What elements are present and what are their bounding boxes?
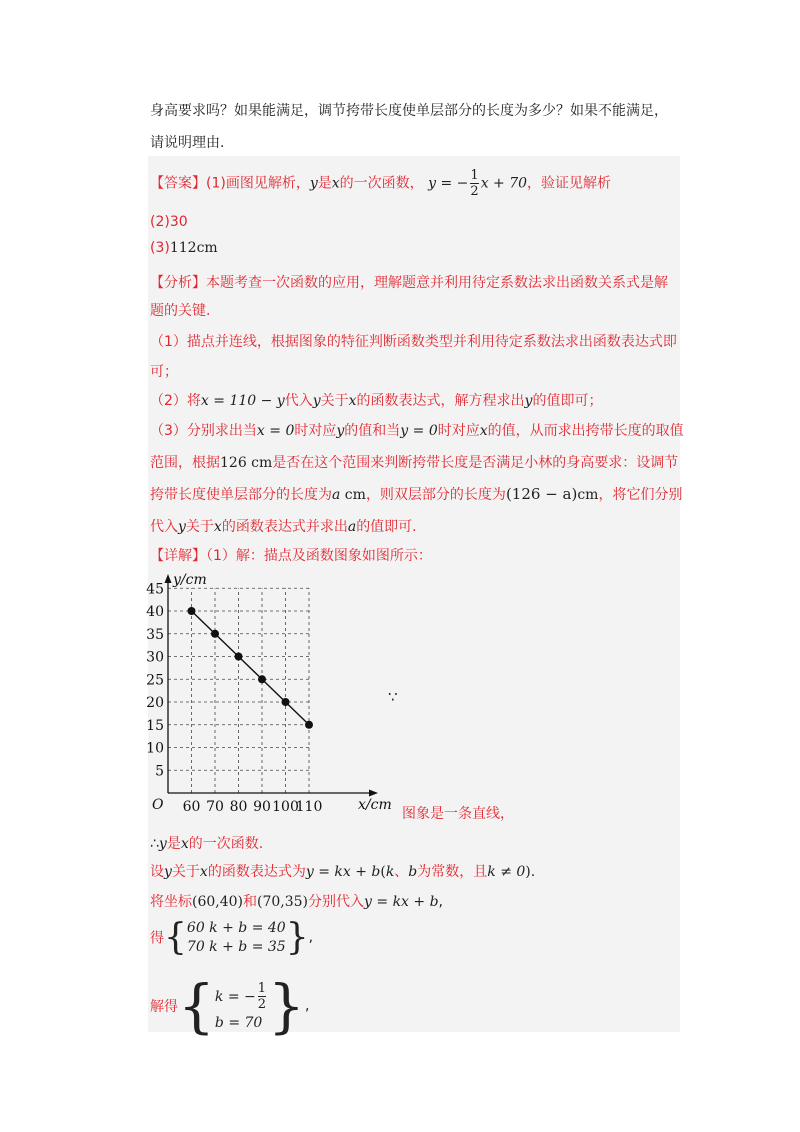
therefore-symbol: ∴ [150,836,159,852]
y-tick-label: 10 [146,740,164,757]
text: 范围，根据 [150,455,220,471]
x-tick-label: 100 [272,799,299,815]
left-brace: { [178,972,215,1040]
condition: k ≠ 0 [487,864,526,880]
x-tick-label: 80 [229,799,248,815]
fraction [258,981,266,1012]
equation: y = 0 [400,423,438,439]
var-y: y [164,864,172,880]
text: 时对应 [437,423,480,439]
data-point [282,698,290,706]
point-2: (70,35) [257,894,309,910]
analysis-line-1 [150,272,668,292]
frac-denominator: 2 [470,184,479,199]
var-x: x [348,393,357,409]
x-axis-label: x/cm [358,797,392,813]
value: 126 cm [220,455,273,471]
solution-system [215,980,268,1033]
data-point [305,721,313,729]
equation: y = kx + b [305,864,381,880]
analysis-line-3: （1）描点并连线，根据图象的特征判断函数类型并利用待定系数法求出函数表达式即 [150,334,677,350]
var-a: a [347,519,357,535]
text: 关于 [185,519,214,535]
analysis-line-7 [150,452,678,472]
text: 是 [317,175,332,192]
point-1: (60,40) [192,894,244,910]
text: （2）将 [150,393,201,409]
detail-system-1 [150,917,313,958]
graph-caption: 图象是一条直线， [402,806,514,822]
answer-part3-value: 112cm [169,240,218,256]
detail-substitute [150,891,443,911]
because-symbol: ∵ [388,688,398,706]
text: ，将它们分别 [598,487,683,503]
y-tick-label: 40 [146,604,164,620]
intro-line-1: 身高要求吗？如果能满足，调节挎带长度使单层部分的长度为多少？如果不能满足， [150,103,668,119]
text: 分别代入 [308,894,365,910]
unit: cm [577,487,599,503]
text: （1）解：描点及函数图象如图所示： [206,548,432,564]
text: 挎带长度使单层部分的长度为 [150,487,332,503]
data-point [188,607,196,615]
left-brace: { [164,917,187,958]
text: 的值即可. [356,519,417,535]
equation: x = 0 [256,423,295,439]
text: 本题考查一次函数的应用，理解题意并利用待定系数法求出函数关系式是解 [206,275,668,291]
frac-denominator: 2 [257,997,267,1012]
text: 的函数表达式为 [207,864,306,880]
analysis-line-9 [150,516,417,536]
y-tick-label: 15 [146,717,164,734]
equation: y = kx + b [364,894,439,910]
right-brace: } [285,917,309,958]
expression: (126 − a) [505,485,578,503]
y-axis-label: y/cm [173,572,207,588]
var-y: y [178,519,186,535]
var-x: x [180,836,189,852]
equation: x = 110 − y [200,393,285,409]
detail-line-1 [150,545,432,565]
fraction [470,168,478,199]
frac-numerator: 1 [470,168,479,183]
text: 和 [243,894,258,910]
analysis-line-6 [150,420,684,440]
var-x: x [213,519,222,535]
text: 、 [394,864,409,880]
var-a: a [332,487,341,503]
y-tick-label: 25 [146,672,164,689]
text: 的一次函数. [188,836,264,852]
punct: , [308,929,314,946]
analysis-line-8 [150,484,682,504]
var-x: x [199,864,208,880]
punct: , [304,998,310,1014]
var-k: k [385,864,395,880]
y-tick-label: 30 [146,649,164,666]
series-line [192,611,310,725]
text: 的值即可； [532,393,603,409]
text: 解得 [150,999,178,1015]
text: 将坐标 [150,894,192,910]
text: ，则双层部分的长度为 [365,487,506,503]
var-x: x [479,423,488,439]
analysis-line-4: 可； [150,364,178,380]
x-tick-label: 60 [182,799,201,815]
answer-line-1 [150,168,611,199]
right-brace: } [268,972,305,1040]
text: 的值和当 [344,423,401,439]
paren: ). [525,864,536,880]
equation-left: y = − [428,175,469,192]
text: 为常数，且 [417,864,488,880]
text: 代入 [284,393,313,409]
y-tick-label: 35 [146,626,164,643]
answer-label: 【答案】 [150,175,206,192]
var-y: y [158,836,167,852]
y-tick-label: 20 [146,695,164,711]
answer-line-3 [150,240,218,256]
intro-line-2: 请说明理由. [150,135,225,151]
var-y: y [336,423,345,439]
detail-label: 【详解】 [150,548,206,564]
analysis-label: 【分析】 [150,275,206,291]
data-point [235,653,243,661]
detail-therefore [150,833,263,853]
text: 是 [166,836,181,852]
x-tick-label: 70 [206,799,224,815]
answer-part1-prefix: (1)画图见解析， [206,175,310,192]
text: 代入 [150,519,178,535]
equation: 60 k + b = 40 [186,919,286,936]
x-tick-label: 90 [253,799,271,815]
var-b: b [408,864,418,880]
answer-part1-suffix: ，验证见解析 [527,175,612,192]
var-y: y [524,393,533,409]
text: 是否在这个范围来判断挎带长度是否满足小林的身高要求：设调节 [272,455,679,471]
y-tick-label: 5 [155,763,164,780]
equation-right: x + 70 [480,175,528,192]
answer-part2: (2)30 [150,214,188,230]
unit: cm [340,487,366,503]
text: 设 [150,864,164,880]
text: 的函数表达式，解方程求出 [356,393,525,409]
var-y: y [309,175,318,192]
data-point [211,630,219,638]
y-tick-label: 45 [146,581,164,598]
x-axis-arrow [369,790,378,797]
analysis-line-2: 题的关键. [150,303,211,319]
var-y: y [312,393,321,409]
paren: ( [380,864,386,880]
detail-system-2 [150,972,309,1040]
text: 时对应 [294,423,337,439]
text: 关于 [171,864,200,880]
line-chart [148,568,408,818]
x-tick-label: 110 [295,799,323,815]
equation: 70 k + b = 35 [186,938,286,955]
equation: b = 70 [214,1014,263,1031]
text: 关于 [320,393,349,409]
equation-system [187,919,286,957]
text: 的一次函数， [339,175,424,192]
text: 的值，从而求出挎带长度的取值 [487,423,684,439]
data-point [258,675,266,683]
frac-numerator: 1 [257,981,267,996]
detail-setup [150,861,535,881]
answer-part3-label: (3) [150,240,170,256]
var-x: x [331,175,340,192]
equation: k = − [214,988,256,1005]
text: 得 [150,930,164,947]
text: 的函数表达式并求出 [221,519,348,535]
y-axis-arrow [165,574,172,583]
origin-label: O [152,797,164,813]
analysis-line-5 [150,390,602,410]
text: （3）分别求出当 [150,423,257,439]
punct: , [438,894,443,910]
